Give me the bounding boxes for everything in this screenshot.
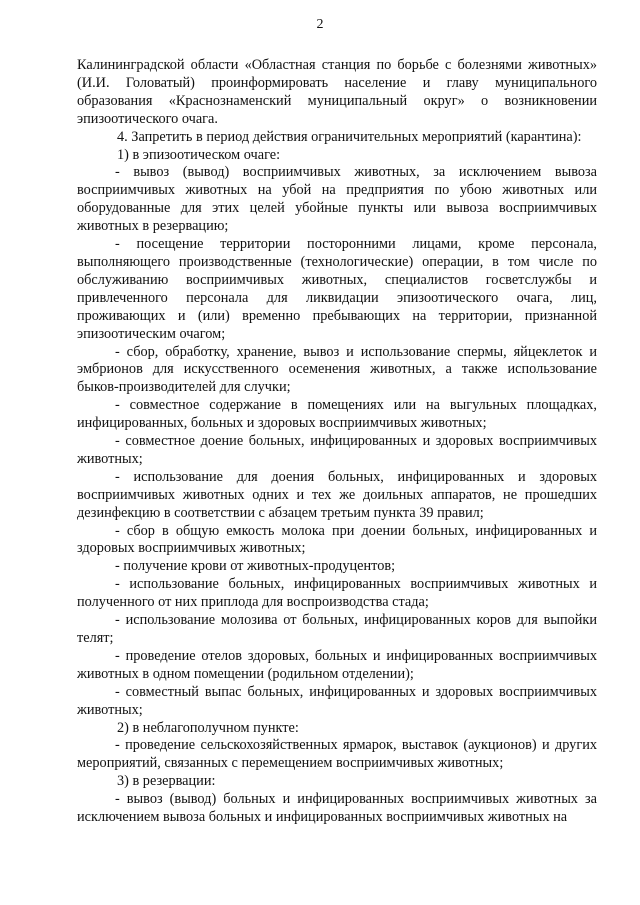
paragraph-subitem-3: 3) в резервации: (117, 773, 216, 790)
paragraph-bullet: - проведение отелов здоровых, больных и инфицированных восприимчивых животных в одном помещении (родильном отделении); (77, 647, 597, 682)
paragraph-subitem-1: 1) в эпизоотическом очаге: (117, 146, 281, 163)
paragraph-bullet: - сбор, обработку, хранение, вывоз и использование спермы, яйцеклеток и эмбрионов для искусственного осеменения животных, а также использование быков-производителей для случки; (77, 343, 597, 396)
paragraph-bullet: - посещение территории посторонними лицами, кроме персонала, выполняющего производственные (технологические) операции, в том числе по обслуживанию восприимчивых животных, специалистов госветслужбы и привлеченного персонала для ликвидации эпизоотического очага, лиц, проживающих и (или) временно пребывающих на территории, признанной эпизоотическим очагом; (77, 236, 597, 342)
paragraph-item-4: 4. Запретить в период действия ограничительных мероприятий (карантина): (117, 128, 582, 145)
paragraph-bullet: - использование для доения больных, инфицированных и здоровых восприимчивых животных одних и тех же доильных аппаратов, не прошедших дезинфекцию в соответствии с абзацем третьим пункта 39 правил; (77, 468, 597, 521)
document-body (77, 57, 597, 827)
paragraph-bullet: - получение крови от животных-продуцентов; (115, 558, 396, 575)
paragraph-bullet: - совместный выпас больных, инфицированных и здоровых восприимчивых животных; (77, 683, 597, 718)
paragraph-bullet: - использование молозива от больных, инфицированных коров для выпойки телят; (77, 612, 597, 646)
paragraph-bullet: - вывоз (вывод) больных и инфицированных восприимчивых животных за исключением вывоза больных и инфицированных восприимчивых животных на (77, 791, 597, 826)
paragraph-bullet: - использование больных, инфицированных восприимчивых животных и полученного от них приплода для воспроизводства стада; (77, 576, 597, 611)
paragraph-bullet: - совместное доение больных, инфицированных и здоровых восприимчивых животных; (77, 433, 597, 467)
paragraph-bullet: - совместное содержание в помещениях или на выгульных площадках, инфицированных, больных и здоровых восприимчивых животных; (77, 397, 597, 432)
page-number: 2 (316, 17, 324, 32)
paragraph-bullet: - проведение сельскохозяйственных ярмарок, выставок (аукционов) и других мероприятий, связанных с перемещением восприимчивых животных; (77, 737, 597, 772)
paragraph-bullet: - сбор в общую емкость молока при доении больных, инфицированных и здоровых восприимчивых животных; (77, 522, 597, 557)
paragraph-continuation: Калининградской области «Областная станция по борьбе с болезнями животных» (И.И. Головатый) проинформировать население и главу муниципального образования «Краснознаменский муниципальный округ» о возникновении эпизоотического очага. (77, 57, 597, 127)
paragraph-bullet: - вывоз (вывод) восприимчивых животных, за исключением вывоза восприимчивых животных на убой на предприятия по убою животных или оборудованные для этих целей убойные пункты или вывоза восприимчивых животных в резервацию; (77, 164, 597, 235)
paragraph-subitem-2: 2) в неблагополучном пункте: (117, 719, 299, 736)
